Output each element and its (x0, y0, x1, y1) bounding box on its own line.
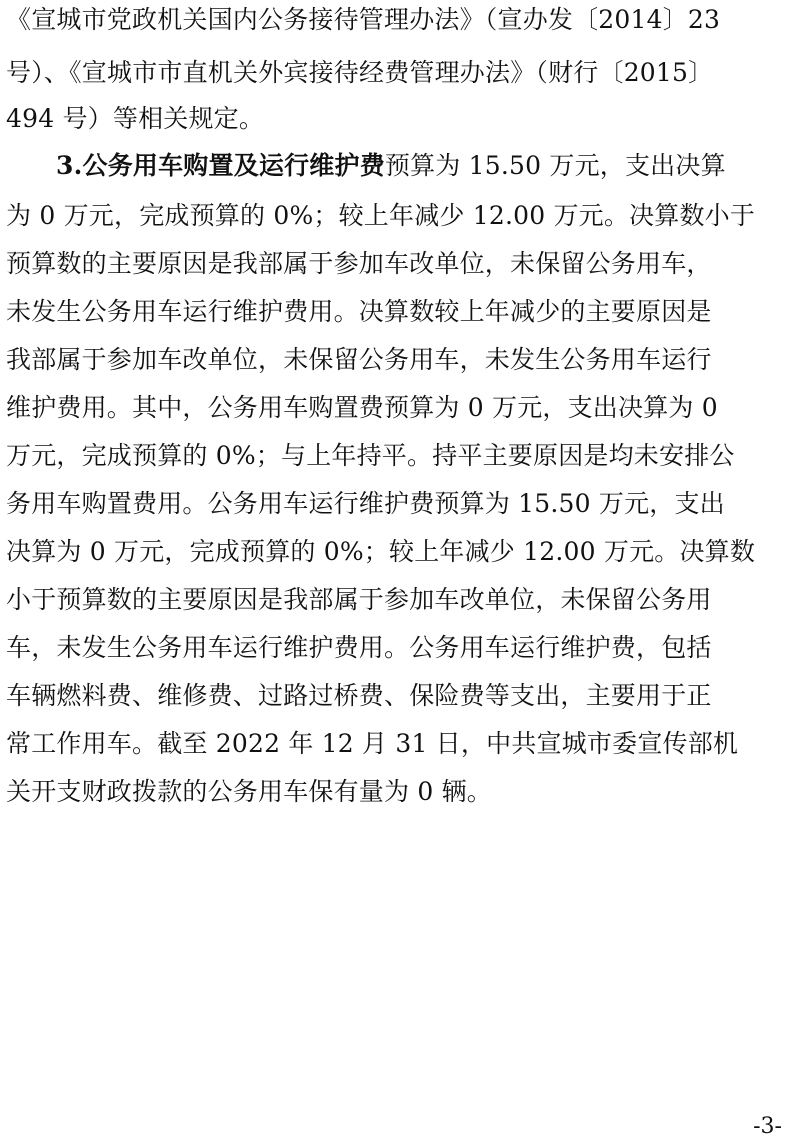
paragraph2-line-7: 万元，完成预算的 0%；与上年持平。持平主要原因是均未安排公 (6, 441, 735, 470)
page-number: -3- (753, 1114, 782, 1139)
paragraph2-line-1-text: 预算为 15.50 万元，支出决算 (384, 151, 726, 180)
paragraph2-line-2: 为 0 万元，完成预算的 0%；较上年减少 12.00 万元。决算数小于 (6, 201, 756, 230)
paragraph2-line-13: 常工作用车。截至 2022 年 12 月 31 日，中共宣城市委宣传部机 (6, 729, 739, 758)
paragraph2-line-14: 关开支财政拨款的公务用车保有量为 0 辆。 (6, 777, 493, 806)
paragraph1-line-2: 号）、《宣城市市直机关外宾接待经费管理办法》（财行〔2015〕 (6, 58, 714, 87)
paragraph2-line-12: 车辆燃料费、维修费、过路过桥费、保险费等支出，主要用于正 (6, 681, 712, 710)
paragraph2-line-1 (56, 151, 794, 181)
paragraph2-line-9: 决算为 0 万元，完成预算的 0%；较上年减少 12.00 万元。决算数 (6, 537, 756, 566)
paragraph1-line-3: 494 号）等相关规定。 (6, 104, 265, 133)
section-heading: 3.公务用车购置及运行维护费 (56, 151, 385, 180)
paragraph2-line-8: 务用车购置费用。公务用车运行维护费预算为 15.50 万元，支出 (6, 489, 725, 518)
paragraph1-line-1: 《宣城市党政机关国内公务接待管理办法》（宣办发〔2014〕23 (6, 5, 721, 34)
paragraph2-line-11: 车，未发生公务用车运行维护费用。公务用车运行维护费，包括 (6, 633, 712, 662)
paragraph2-line-6: 维护费用。其中，公务用车购置费预算为 0 万元，支出决算为 0 (6, 393, 718, 422)
paragraph2-line-5: 我部属于参加车改单位，未保留公务用车，未发生公务用车运行 (6, 345, 712, 374)
paragraph2-line-4: 未发生公务用车运行维护费用。决算数较上年减少的主要原因是 (6, 297, 712, 326)
paragraph2-line-10: 小于预算数的主要原因是我部属于参加车改单位，未保留公务用 (6, 585, 712, 614)
paragraph2-line-3: 预算数的主要原因是我部属于参加车改单位，未保留公务用车， (6, 249, 712, 278)
